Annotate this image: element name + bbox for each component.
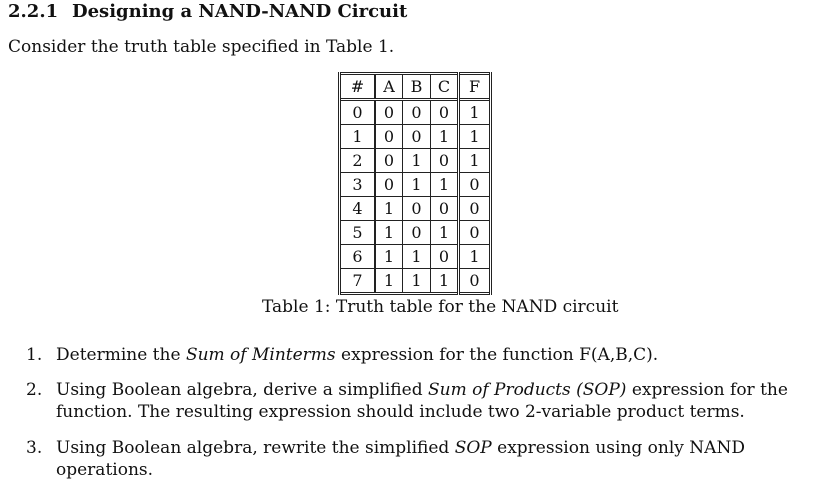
table-row [340, 100, 491, 125]
cell-a: 1 [375, 245, 403, 269]
question-emphasis: Sum of Minterms [185, 345, 336, 365]
question-text-pre: Using Boolean algebra, rewrite the simplified [56, 438, 455, 458]
cell-f: 0 [459, 173, 491, 197]
list-item [26, 437, 826, 481]
cell-c: 0 [431, 245, 459, 269]
cell-index: 2 [340, 149, 376, 173]
cell-b: 1 [403, 269, 431, 294]
intro-paragraph: Consider the truth table specified in Table 1. [8, 37, 395, 57]
cell-a: 0 [375, 149, 403, 173]
cell-c: 0 [431, 100, 459, 125]
question-emphasis: Sum of Products (SOP) [427, 380, 627, 400]
question-text-post: expression for the function. The resulting expression should include two 2-variable product terms. [56, 380, 788, 422]
cell-b: 0 [403, 221, 431, 245]
section-title: Designing a NAND-NAND Circuit [72, 1, 408, 22]
question-text-pre: Determine the [56, 345, 186, 365]
cell-a: 1 [375, 221, 403, 245]
cell-c: 1 [431, 173, 459, 197]
cell-a: 1 [375, 197, 403, 221]
cell-index: 1 [340, 125, 376, 149]
table-row [340, 173, 491, 197]
table-row [340, 149, 491, 173]
table-row [340, 125, 491, 149]
section-number: 2.2.1 [8, 1, 59, 22]
question-text-post: expression using only NAND operations. [56, 438, 745, 480]
cell-index: 0 [340, 100, 376, 125]
cell-a: 0 [375, 125, 403, 149]
cell-b: 0 [403, 125, 431, 149]
cell-c: 0 [431, 197, 459, 221]
header-f: F [459, 74, 491, 100]
section-heading [8, 1, 407, 22]
cell-f: 1 [459, 149, 491, 173]
cell-b: 0 [403, 197, 431, 221]
header-c: C [431, 74, 459, 100]
cell-index: 6 [340, 245, 376, 269]
list-item [26, 379, 826, 423]
question-text-post: expression for the function F(A,B,C). [335, 345, 659, 365]
cell-index: 4 [340, 197, 376, 221]
question-emphasis: SOP [454, 438, 492, 458]
header-a: A [375, 74, 403, 100]
question-text-pre: Using Boolean algebra, derive a simplified [56, 380, 428, 400]
header-index: # [340, 74, 376, 100]
cell-a: 0 [375, 100, 403, 125]
cell-index: 7 [340, 269, 376, 294]
table-row [340, 197, 491, 221]
question-number: 1. [26, 345, 43, 365]
cell-c: 1 [431, 125, 459, 149]
question-number: 3. [26, 438, 43, 458]
cell-f: 0 [459, 269, 491, 294]
cell-b: 0 [403, 100, 431, 125]
table-caption: Table 1: Truth table for the NAND circuit [262, 297, 619, 317]
question-number: 2. [26, 380, 43, 400]
cell-a: 1 [375, 269, 403, 294]
cell-b: 1 [403, 149, 431, 173]
cell-f: 0 [459, 197, 491, 221]
list-item [26, 344, 826, 366]
cell-c: 1 [431, 269, 459, 294]
cell-b: 1 [403, 173, 431, 197]
truth-table [338, 72, 492, 295]
cell-f: 0 [459, 221, 491, 245]
table-row [340, 269, 491, 294]
header-b: B [403, 74, 431, 100]
question-list [26, 344, 826, 481]
table-row [340, 245, 491, 269]
cell-f: 1 [459, 245, 491, 269]
cell-c: 1 [431, 221, 459, 245]
cell-f: 1 [459, 100, 491, 125]
cell-index: 3 [340, 173, 376, 197]
truth-table-header-row [340, 74, 491, 100]
cell-a: 0 [375, 173, 403, 197]
cell-index: 5 [340, 221, 376, 245]
cell-c: 0 [431, 149, 459, 173]
cell-f: 1 [459, 125, 491, 149]
cell-b: 1 [403, 245, 431, 269]
table-row [340, 221, 491, 245]
